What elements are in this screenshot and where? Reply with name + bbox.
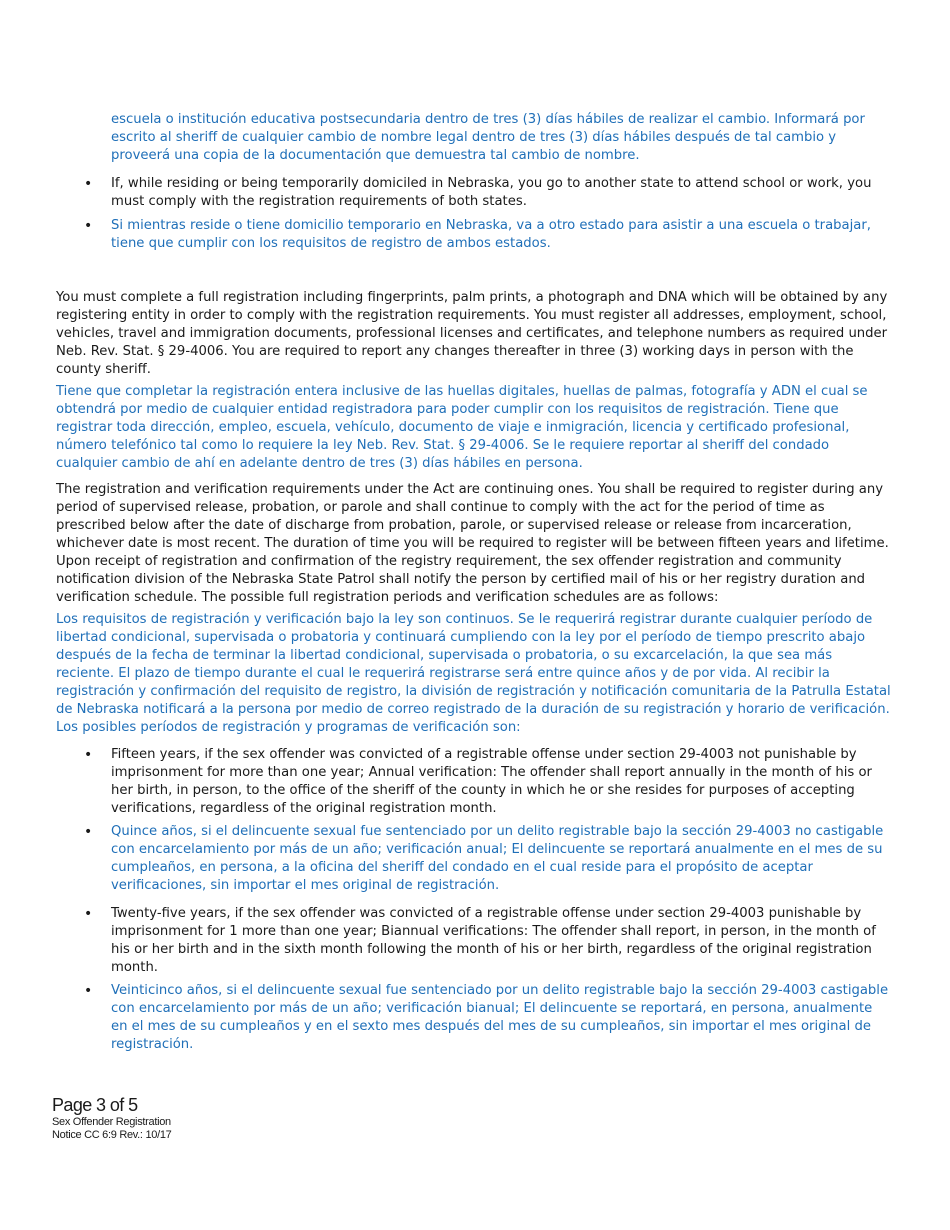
list-item-text-es: Quince años, si el delincuente sexual fue sentenciado por un delito registrable bajo la sección 29-4003 no castigable con encarcelamiento por más de un año; verificación anual; El delincuente se reportará anualmente en el mes de su cumpleaños, en persona, a la oficina del sheriff del condado en el cual reside para el propósito de aceptar verificaciones, sin importar el mes original de registración. — [111, 824, 884, 893]
list-item — [84, 746, 891, 818]
list-item — [84, 905, 891, 977]
list-item-text-en: Fifteen years, if the sex offender was convicted of a registrable offense under section 29-4003 not punishable by imprisonment for more than one year; Annual verification: The offender shall report annually in the month of his or her birth, in person, to the office of the sheriff of the county in which he or she resides for purposes of accepting verifications, regardless of the original registration month. — [111, 747, 872, 816]
footer-title: Sex Offender Registration — [52, 1116, 171, 1128]
bullet-icon: • — [84, 747, 93, 763]
list-item — [84, 175, 891, 211]
list-item-text-es: Si mientras reside o tiene domicilio temporario en Nebraska, va a otro estado para asistir a una escuela o trabajar, tiene que cumplir con los requisitos de registro de ambos estados. — [111, 218, 871, 251]
list-item-text-es: Veinticinco años, si el delincuente sexual fue sentenciado por un delito registrable bajo la sección 29-4003 castigable con encarcelamiento por más de un año; verificación bianual; El delincuente se reportará, en persona, anualmente en el mes de su cumpleaños y en el sexto mes después del mes de su cumpleaños, sin importar el mes original de registración. — [111, 983, 889, 1052]
spanish-continuation-text: escuela o institución educativa postsecundaria dentro de tres (3) días hábiles de realizar el cambio. Informará por escrito al sheriff de cualquier cambio de nombre legal dentro de tres (3) días hábiles después de tal cambio y proveerá una copia de la documentación que demuestra tal cambio de nombre. — [111, 112, 865, 163]
paragraph-en: You must complete a full registration including fingerprints, palm prints, a photograph and DNA which will be obtained by any registering entity in order to comply with the registration requirements. You must register all addresses, employment, school, vehicles, travel and immigration documents, professional licenses and certificates, and telephone numbers as required under Neb. Rev. Stat. § 29-4006. You are required to report any changes thereafter in three (3) working days in person with the county sheriff. — [56, 290, 888, 377]
list-item — [84, 823, 891, 895]
footer-notice: Notice CC 6:9 Rev.: 10/17 — [52, 1129, 172, 1141]
bullet-icon: • — [84, 218, 93, 234]
paragraph-es: Los requisitos de registración y verificación bajo la ley son continuos. Se le requerirá registrar durante cualquier período de libertad condicional, supervisada o probatoria y continuará cumpliendo con la ley por el período de tiempo prescrito abajo después de la fecha de terminar la libertad condicional, supervisada o probatoria, o su excarcelación, la que sea más reciente. El plazo de tiempo durante el cual le requerirá registrarse será entre quince años y de por vida. Al recibir la registración y confirmación del requisito de registro, la división de registración y notificación comunitaria de la Patrulla Estatal de Nebraska notificará a la persona por medio de correo registrado de la duración de su registración y horario de verificación. Los posibles períodos de registración y programas de verificación son: — [56, 612, 891, 735]
paragraph-es: Tiene que completar la registración entera inclusive de las huellas digitales, huellas de palmas, fotografía y ADN el cual se obtendrá por medio de cualquier entidad registradora para poder cumplir con los requisitos de registración. Tiene que registrar toda dirección, empleo, escuela, vehículo, documento de viaje e inmigración, licencia y certificado profesional, número telefónico tal como lo requiere la ley Neb. Rev. Stat. § 29-4006. Se le requiere reportar al sheriff del condado cualquier cambio de ahí en adelante dentro de tres (3) días hábiles en persona. — [56, 384, 868, 471]
bullet-icon: • — [84, 824, 93, 840]
list-item — [84, 217, 891, 253]
paragraph-en: The registration and verification requirements under the Act are continuing ones. You shall be required to register during any period of supervised release, probation, or parole and shall continue to comply with the act for the period of time as prescribed below after the date of discharge from probation, parole, or supervised release or release from incarceration, whichever date is most recent. The duration of time you will be required to register will be between fifteen years and lifetime. Upon receipt of registration and confirmation of the registry requirement, the sex offender registration and community notification division of the Nebraska State Patrol shall notify the person by certified mail of his or her registry duration and verification schedule. The possible full registration periods and verification schedules are as follows: — [56, 482, 889, 605]
list-item-text-en: If, while residing or being temporarily domiciled in Nebraska, you go to another state to attend school or work, you must comply with the registration requirements of both states. — [111, 176, 872, 209]
list-item-text-en: Twenty-five years, if the sex offender was convicted of a registrable offense under section 29-4003 punishable by imprisonment for 1 more than one year; Biannual verifications: The offender shall report, in person, in the month of his or her birth and in the sixth month following the month of his or her birth, regardless of the original registration month. — [111, 906, 876, 975]
list-item — [84, 982, 891, 1054]
bullet-icon: • — [84, 906, 93, 922]
page-footer — [52, 1094, 171, 1142]
bullet-icon: • — [84, 983, 93, 999]
page-number: Page 3 of 5 — [52, 1095, 138, 1115]
bullet-icon: • — [84, 176, 93, 192]
